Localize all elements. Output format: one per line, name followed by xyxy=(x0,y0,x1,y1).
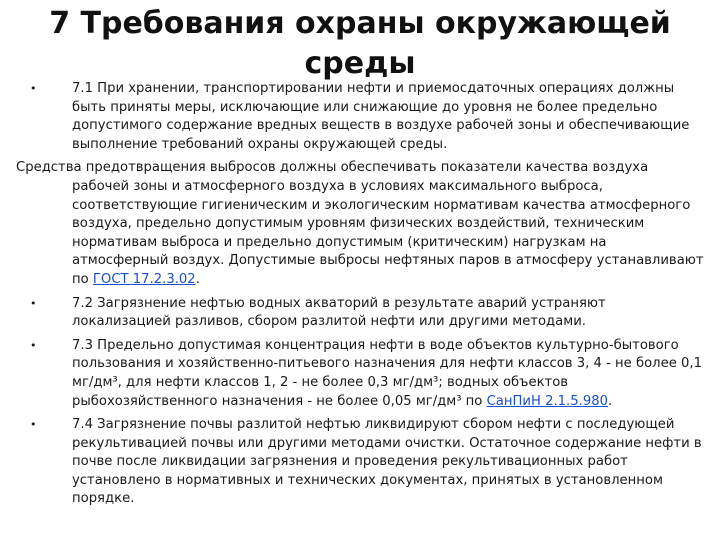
paragraph-text: 7.1 При хранении, транспортировании нефти и приемосдаточных операциях должны быть приняты меры, исключающие или снижающие до уровня не более предельно допустимого содержание вредных веществ в воздухе рабочей зоны и обеспечивающие выполнение требований охраны окружающей среды. xyxy=(72,81,690,152)
paragraph-7-4 xyxy=(16,416,706,509)
bullet: • xyxy=(30,82,37,95)
paragraph-text: Средства предотвращения выбросов должны обеспечивать показатели качества воздуха рабочей зоны и атмосферного воздуха в условиях максимального выброса, соответствующие гигиеническим и экологическим нормативам качества атмосферного воздуха, предельно допустимым уровням физических воздействий, техническим нормативам выброса и предельно допустимым (критическим) нагрузкам на атмосферный воздух. Допустимые выбросы нефтяных паров в атмосферу устанавливают по xyxy=(16,160,704,287)
paragraph-7-1 xyxy=(16,80,706,154)
page-title: 7 Требования охраны окружающей среды xyxy=(49,6,671,81)
bullet: • xyxy=(30,418,37,432)
document-body xyxy=(16,80,706,514)
gost-link[interactable]: ГОСТ 17.2.3.02 xyxy=(92,271,196,287)
paragraph-text: 7.3 Предельно допустимая концентрация нефти в воде объектов культурно-бытового пользования и хозяйственно-питьевого назначения для нефти классов 3, 4 - не более 0,1 мг/дм³, для нефти классов 1, 2 - не более 0,3 мг/дм³; водных объектов рыбохозяйственного назначения - не более 0,05 мг/дм³ по xyxy=(72,337,703,409)
paragraph-end: . xyxy=(608,393,613,409)
bullet: • xyxy=(30,296,37,310)
paragraph-end: . xyxy=(195,271,200,287)
bullet: • xyxy=(30,338,37,352)
sanpin-link[interactable]: СанПиН 2.1.5.980 xyxy=(486,393,609,409)
paragraph-text: 7.2 Загрязнение нефтью водных акваторий в результате аварий устраняют локализацией разливов, сбором разлитой нефти или другими методами. xyxy=(72,295,606,330)
paragraph-7-2 xyxy=(16,295,706,332)
paragraph-7-3 xyxy=(16,337,706,411)
paragraph-text: 7.4 Загрязнение почвы разлитой нефтью ликвидируют сбором нефти с последующей рекультивацией почвы или другими методами очистки. Остаточное содержание нефти в почве после ликвидации загрязнения и проведения рекультивационных работ установлено в нормативных и технических документах, принятых в установленном порядке. xyxy=(72,417,702,507)
paragraph-emissions xyxy=(16,159,706,289)
